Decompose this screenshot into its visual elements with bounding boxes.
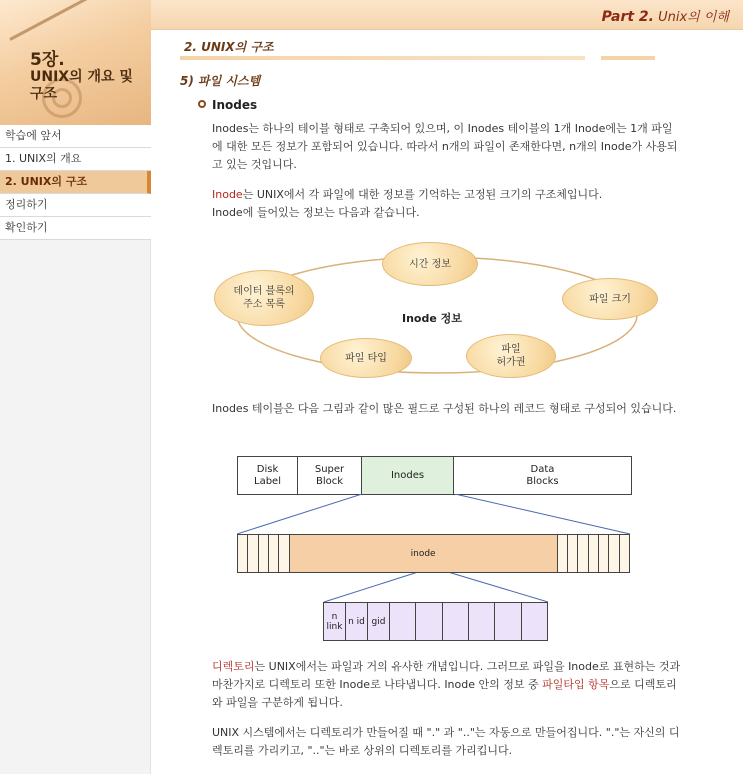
highlight-file-type-field: 파일타입 항목 — [542, 678, 610, 691]
paragraph-directory — [212, 658, 682, 712]
inode-slot-highlight: inode — [289, 535, 557, 573]
cell-disk-label: Disk Label — [238, 457, 298, 495]
field-slot — [442, 603, 468, 641]
paragraph-inodes-intro: Inodes는 하나의 테이블 형태로 구축되어 있으며, 이 Inodes 테이블의 1개 Inode에는 1개 파일에 대한 모든 정보가 포함되어 있습니다. 따라서 n개의 파일이 존재한다면, n개의 Inode가 사용되고 있는 것입니다. — [212, 122, 678, 171]
section-divider — [180, 56, 720, 60]
paragraph-directory-text2: 으로 디렉토리와 파일을 구분하게 됩니다. — [212, 678, 677, 709]
part-title — [602, 6, 729, 25]
highlight-directory: 디렉토리 — [212, 660, 255, 673]
bullet-icon — [198, 100, 206, 108]
inode-slot — [578, 535, 588, 573]
inode-slot — [619, 535, 629, 573]
bubble-time-info: 시간 정보 — [382, 242, 478, 286]
chapter-number: 5장. — [30, 50, 65, 70]
left-sidebar — [0, 0, 151, 774]
paragraph-directory-text1: 는 UNIX에서는 파일과 거의 유사한 개념입니다. 그러므로 파일을 Inode로 표현하는 것과 마찬가지로 디렉토리 또한 Inode로 나타냅니다. Inode 안의 정보 중 — [212, 660, 681, 691]
field-slot — [468, 603, 494, 641]
paragraph-inode-definition-text: 는 UNIX에서 각 파일에 대한 정보를 기억하는 고정된 크기의 구조체입니다. — [242, 188, 603, 201]
bubble-file-permission: 파일 허가권 — [466, 334, 556, 378]
inode-slot — [248, 535, 258, 573]
chapter-banner — [0, 0, 151, 125]
chapter-menu — [0, 125, 151, 240]
cell-data-blocks: Data Blocks — [454, 457, 632, 495]
cell-inodes: Inodes — [362, 457, 454, 495]
disk-layout-table — [237, 456, 632, 495]
inode-slot — [268, 535, 278, 573]
inode-slot — [238, 535, 248, 573]
menu-item-unix-structure[interactable]: 2. UNIX의 구조 — [0, 171, 151, 194]
chapter-title — [30, 52, 133, 103]
bubble-data-block-list: 데이터 블록의 주소 목록 — [214, 270, 314, 326]
inode-slot — [279, 535, 289, 573]
inode-slot — [258, 535, 268, 573]
subsection-title: 5) 파일 시스템 — [180, 74, 261, 88]
inode-slot — [567, 535, 577, 573]
topic-title-text: Inodes — [212, 98, 258, 112]
inode-slot — [598, 535, 608, 573]
arrow-graphic-icon — [9, 0, 134, 41]
topic-title — [198, 98, 257, 112]
bubble-file-type: 파일 타입 — [320, 338, 412, 378]
paragraph-inode-definition-line2: Inode에 들어있는 정보는 다음과 같습니다. — [212, 206, 420, 219]
inode-fields-table — [323, 602, 548, 641]
part-name: Unix의 이해 — [658, 10, 729, 25]
inode-info-diagram — [212, 240, 662, 390]
chapter-title-line2: 구조 — [30, 86, 58, 102]
highlight-inode: Inode — [212, 188, 243, 201]
menu-item-quiz[interactable]: 확인하기 — [0, 217, 151, 240]
field-gid: gid — [368, 603, 390, 641]
field-nlink: n link — [324, 603, 346, 641]
paragraph-inodes-table: Inodes 테이블은 다음 그림과 같이 많은 필드로 구성된 하나의 레코드 형태로 구성되어 있습니다. — [212, 402, 677, 415]
paragraph-inode-definition — [212, 186, 682, 222]
field-slot — [416, 603, 442, 641]
cell-super-block: Super Block — [298, 457, 362, 495]
menu-item-unix-overview[interactable]: 1. UNIX의 개요 — [0, 148, 151, 171]
field-slot — [495, 603, 521, 641]
paragraph-dot-directories: UNIX 시스템에서는 디렉토리가 만들어질 때 "." 과 ".."는 자동으로 만들어집니다. "."는 자신의 디렉토리를 가리키고, ".."는 바로 상위의 디렉토리를 가리킵니다. — [212, 726, 680, 757]
diagram-center-label: Inode 정보 — [402, 312, 462, 325]
inode-table-row — [237, 534, 630, 573]
menu-item-summary[interactable]: 정리하기 — [0, 194, 151, 217]
chapter-title-line1: UNIX의 개요 및 — [30, 69, 133, 85]
field-nid: n id — [346, 603, 368, 641]
menu-item-intro[interactable]: 학습에 앞서 — [0, 125, 151, 148]
inode-slot — [557, 535, 567, 573]
part-prefix: Part 2. — [601, 9, 654, 25]
bubble-file-size: 파일 크기 — [562, 278, 658, 320]
inode-slot — [609, 535, 619, 573]
field-slot — [521, 603, 547, 641]
inode-slot — [588, 535, 598, 573]
section-title: 2. UNIX의 구조 — [184, 40, 274, 54]
field-slot — [390, 603, 416, 641]
